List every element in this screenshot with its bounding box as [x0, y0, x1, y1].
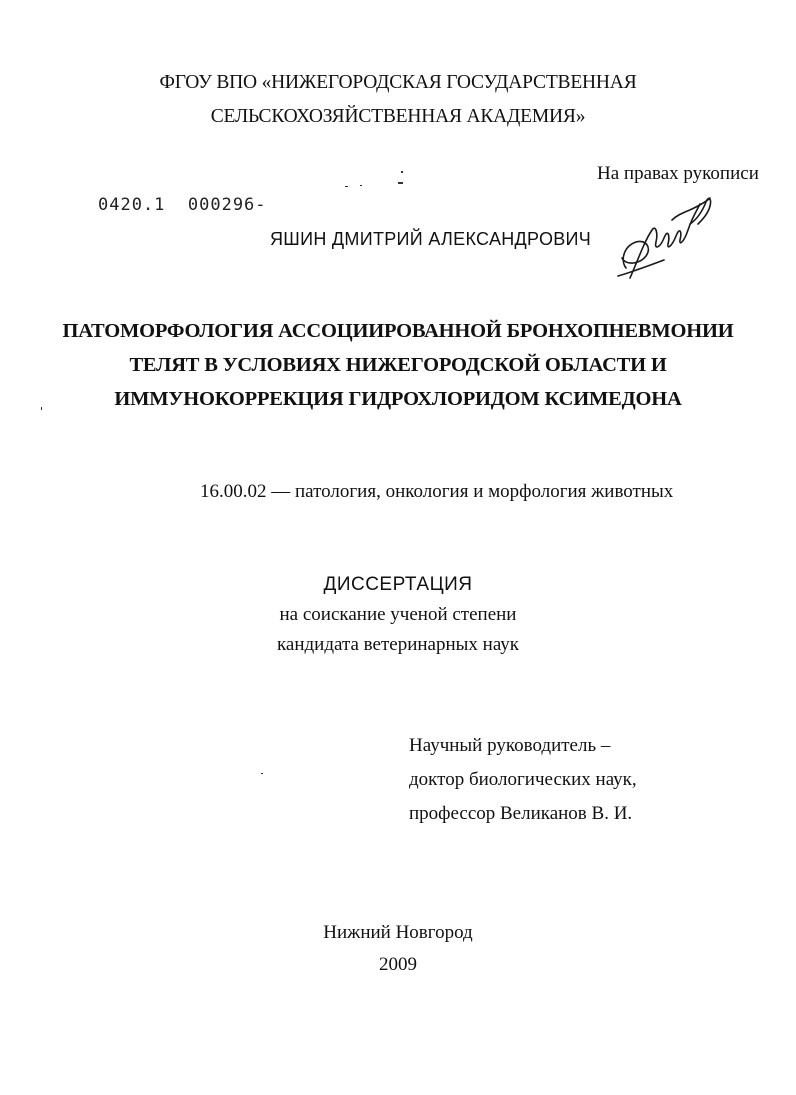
document-type-block	[0, 570, 796, 660]
advisor-line-3: профессор Великанов В. И.	[409, 803, 633, 824]
author-signature	[612, 190, 722, 290]
institution-line-2: СЕЛЬСКОХОЗЯЙСТВЕННАЯ АКАДЕМИЯ»	[210, 106, 586, 127]
scan-speck	[261, 773, 263, 774]
scan-speck	[345, 186, 348, 187]
advisor-line-2: доктор биологических наук,	[409, 769, 637, 790]
scan-speck	[360, 185, 362, 186]
place-and-year	[0, 917, 796, 981]
specialty-code: 16.00.02 — патология, онкология и морфология животных	[200, 481, 674, 502]
dissertation-title	[60, 314, 736, 416]
scientific-advisor	[409, 729, 637, 831]
scan-speck	[401, 171, 403, 173]
degree-line-1: на соискание ученой степени	[279, 604, 517, 625]
institution-header	[40, 66, 756, 134]
year: 2009	[379, 954, 417, 975]
scan-speck	[41, 407, 42, 410]
scan-speck	[398, 182, 403, 184]
author-name: ЯШИН ДМИТРИЙ АЛЕКСАНДРОВИЧ	[270, 229, 592, 249]
title-line-1: ПАТОМОРФОЛОГИЯ АССОЦИИРОВАННОЙ БРОНХОПНЕВМОНИИ	[62, 320, 734, 342]
title-line-3: ИММУНОКОРРЕКЦИЯ ГИДРОХЛОРИДОМ КСИМЕДОНА	[114, 388, 682, 410]
inventory-number: 0420.1 000296-	[98, 195, 267, 215]
institution-line-1: ФГОУ ВПО «НИЖЕГОРОДСКАЯ ГОСУДАРСТВЕННАЯ	[159, 72, 637, 93]
title-line-2: ТЕЛЯТ В УСЛОВИЯХ НИЖЕГОРОДСКОЙ ОБЛАСТИ И	[129, 354, 667, 376]
advisor-line-1: Научный руководитель –	[409, 735, 611, 756]
city: Нижний Новгород	[323, 922, 473, 943]
document-type-heading: ДИССЕРТАЦИЯ	[323, 574, 473, 595]
rights-note: На правах рукописи	[597, 163, 759, 184]
degree-line-2: кандидата ветеринарных наук	[276, 634, 520, 655]
